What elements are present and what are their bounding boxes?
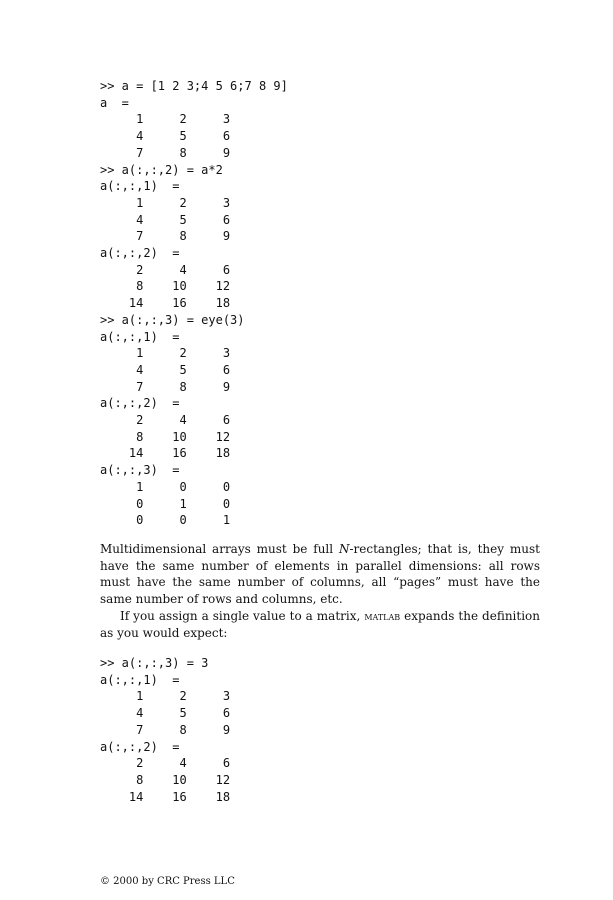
- code-line: >> a = [1 2 3;4 5 6;7 8 9]: [100, 79, 288, 93]
- paragraph-single-value: If you assign a single value to a matrix, matlab expands the definition as you would expect:: [100, 608, 541, 640]
- code-line: 1 0 0: [100, 479, 231, 494]
- matlab-name: matlab: [364, 608, 401, 623]
- body-text: [100, 541, 540, 641]
- code-line: a(:,:,2) =: [100, 739, 180, 754]
- paragraph-n-rectangles: Multidimensional arrays must be full N-rectangles; that is, they must have the same number of elements in parallel dimensions: all rows must have the same number of columns, all “pages” must have the same number of rows and columns, etc.: [100, 542, 540, 607]
- code-line: 2 4 6: [100, 413, 231, 428]
- code-line: 8 10 12: [100, 772, 231, 787]
- code-line: 14 16 18: [100, 296, 231, 311]
- copyright-footer: © 2000 by CRC Press LLC: [100, 876, 235, 887]
- code-line: 14 16 18: [100, 446, 231, 461]
- code-block-scalar-expansion: [100, 655, 230, 805]
- code-line: 2 4 6: [100, 262, 231, 277]
- code-line: 8 10 12: [100, 429, 231, 444]
- code-line: a(:,:,2) =: [100, 246, 180, 261]
- code-line: 7 8 9: [100, 379, 231, 394]
- code-line: >> a(:,:,3) = eye(3): [100, 312, 245, 327]
- code-line: 7 8 9: [100, 229, 231, 244]
- code-line: 1 2 3: [100, 112, 231, 127]
- code-line: 7 8 9: [100, 145, 231, 160]
- code-line: 0 0 1: [100, 513, 231, 528]
- code-line: 1 2 3: [100, 346, 231, 361]
- code-line: 4 5 6: [100, 129, 231, 144]
- code-line: 4 5 6: [100, 362, 231, 377]
- code-line: 4 5 6: [100, 212, 231, 227]
- code-line: 8 10 12: [100, 279, 231, 294]
- code-line: 0 1 0: [100, 496, 231, 511]
- code-line: >> a(:,:,2) = a*2: [100, 162, 223, 177]
- code-line: a =: [100, 95, 129, 110]
- code-line: 14 16 18: [100, 789, 231, 804]
- code-line: a(:,:,1) =: [100, 179, 180, 194]
- code-line: 1 2 3: [100, 689, 231, 704]
- code-line: 1 2 3: [100, 195, 231, 210]
- code-line: a(:,:,1) =: [100, 672, 180, 687]
- math-n: N: [339, 542, 350, 556]
- code-line: a(:,:,1) =: [100, 329, 180, 344]
- code-line: 2 4 6: [100, 756, 231, 771]
- code-line: a(:,:,2) =: [100, 396, 180, 411]
- code-block-matlab-3d-array: [100, 78, 288, 529]
- code-line: >> a(:,:,3) = 3: [100, 656, 209, 670]
- code-line: a(:,:,3) =: [100, 463, 180, 478]
- code-line: 4 5 6: [100, 706, 231, 721]
- code-line: 7 8 9: [100, 722, 231, 737]
